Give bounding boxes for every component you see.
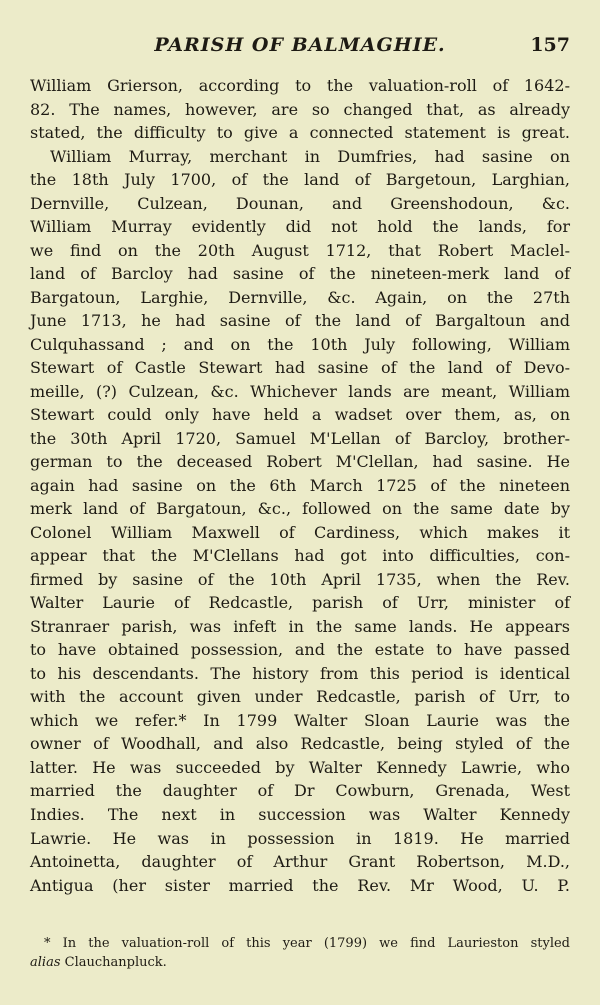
text-line: June 1713, he had sasine of the land of Bargaltoun and bbox=[30, 311, 570, 331]
text-line: 82. The names, however, are so changed that, as already bbox=[30, 99, 570, 119]
text-line: which we refer.* In 1799 Walter Sloan Laurie was the bbox=[30, 710, 570, 730]
text-line: appear that the M'Clellans had got into difficulties, con- bbox=[30, 546, 570, 566]
text-line: merk land of Bargatoun, &c., followed on the same date by bbox=[30, 499, 570, 519]
text-line: we find on the 20th August 1712, that Robert Maclel- bbox=[30, 240, 570, 260]
text-line: Lawrie. He was in possession in 1819. He married bbox=[30, 828, 570, 848]
text-line: married the daughter of Dr Cowburn, Grenada, West bbox=[30, 781, 570, 801]
text-line: Stewart could only have held a wadset over them, as, on bbox=[30, 405, 570, 425]
text-line: german to the deceased Robert M'Clellan, had sasine. He bbox=[30, 452, 570, 472]
footnote-line-rest: Clauchanpluck. bbox=[60, 955, 167, 970]
text-line: owner of Woodhall, and also Redcastle, being styled of the bbox=[30, 734, 570, 754]
text-line: Stewart of Castle Stewart had sasine of the land of Devo- bbox=[30, 358, 570, 378]
text-line: latter. He was succeeded by Walter Kennedy Lawrie, who bbox=[30, 757, 570, 777]
text-line: the 30th April 1720, Samuel M'Lellan of Barcloy, brother- bbox=[30, 428, 570, 448]
text-line: to have obtained possession, and the estate to have passed bbox=[30, 640, 570, 660]
footnote-line bbox=[30, 953, 570, 972]
text-line: to his descendants. The history from this period is identical bbox=[30, 663, 570, 683]
text-line: meille, (?) Culzean, &c. Whichever lands are meant, William bbox=[30, 381, 570, 401]
text-line: the 18th July 1700, of the land of Bargetoun, Larghian, bbox=[30, 170, 570, 190]
text-line: Walter Laurie of Redcastle, parish of Urr, minister of bbox=[30, 593, 570, 613]
text-line: Stranraer parish, was infeft in the same lands. He appears bbox=[30, 616, 570, 636]
footnote-line: * In the valuation-roll of this year (1799) we find Laurieston styled bbox=[44, 936, 570, 951]
text-line: again had sasine on the 6th March 1725 of the nineteen bbox=[30, 475, 570, 495]
text-line: Culquhassand ; and on the 10th July following, William bbox=[30, 334, 570, 354]
text-line: Colonel William Maxwell of Cardiness, which makes it bbox=[30, 522, 570, 542]
running-title: PARISH OF BALMAGHIE. bbox=[154, 34, 446, 56]
page-number: 157 bbox=[530, 34, 570, 56]
text-line: land of Barcloy had sasine of the nineteen-merk land of bbox=[30, 264, 570, 284]
footnote-italic-word: alias bbox=[30, 955, 61, 970]
text-line: Antigua (her sister married the Rev. Mr Wood, U. P. bbox=[30, 875, 570, 895]
text-line: Dernville, Culzean, Dounan, and Greenshodoun, &c. bbox=[30, 193, 570, 213]
text-line: Bargatoun, Larghie, Dernville, &c. Again, on the 27th bbox=[30, 287, 570, 307]
body-text bbox=[30, 74, 570, 897]
text-line: William Murray, merchant in Dumfries, had sasine on bbox=[50, 146, 570, 166]
text-line: firmed by sasine of the 10th April 1735, when the Rev. bbox=[30, 569, 570, 589]
text-line: stated, the difficulty to give a connected statement is great. bbox=[30, 123, 570, 143]
text-line: William Murray evidently did not hold the lands, for bbox=[30, 217, 570, 237]
text-line: Antoinetta, daughter of Arthur Grant Robertson, M.D., bbox=[30, 852, 570, 872]
text-line: William Grierson, according to the valuation-roll of 1642- bbox=[30, 76, 570, 95]
text-line: Indies. The next in succession was Walter Kennedy bbox=[30, 804, 570, 824]
footnote bbox=[30, 934, 570, 972]
text-line: with the account given under Redcastle, parish of Urr, to bbox=[30, 687, 570, 707]
running-head bbox=[30, 34, 570, 60]
